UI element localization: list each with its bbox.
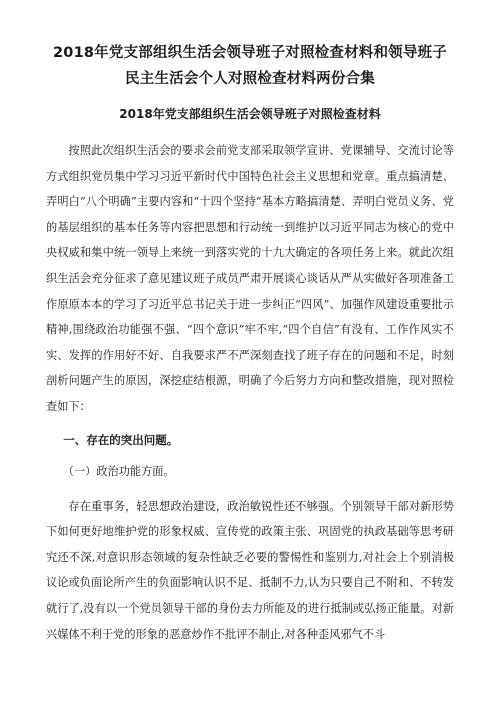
section-heading: 一、存在的突出问题。	[63, 432, 179, 447]
subsection-heading: （一）政治功能方面。	[62, 464, 175, 478]
intro-paragraph: 按照此次组织生活会的要求会前党支部采取领学宣讲、党课辅导、交流讨论等方式组织党员集中学习习近平新时代中国特色社会主义思想和党章。重点搞清楚、弄明白”八个明确”主要内容和“十四个坚持”基本方略搞清楚、弄明白党员义务、党的基层组织的基本任务等内容把思想和行动统一到维护以习近平同志为核心的党中央权威和集中统一领导上来统一到落实党的十九大确定的各项任务上来。就此次组织生活会充分征求了意见建议班子成员严肃开展谈心谈话从严从实做好各项准备工作原原本本的学习了习近平总书记关于进一步纠正“四风”、加强作风建设重要批示精神,围绕政治功能强不强、“四个意识”牢不牢,“四个自信”有没有、工作作风实不实、发挥的作用好不好、自我要求严不严深刻查找了班子存在的问题和不足，时刻剖析问题产生的原因，深挖症结根源，明确了今后努力方向和整改措施，现对照检查如下：	[46, 144, 454, 413]
document-subtitle: 2018年党支部组织生活会领导班子对照检查材料	[119, 107, 381, 121]
document-title: 2018年党支部组织生活会领导班子对照检查材料和领导班子民主生活会个人对照检查材料两份合集	[53, 45, 447, 87]
section-paragraph: 存在重事务，轻思想政治建设，政治敏锐性还不够强。个别领导干部对新形势下如何更好地维护党的形象权威、宣传党的政策主张、巩固党的执政基础等思考研究还不深,对意识形态领域的复杂性缺乏必要的警惕性和鉴别力,对社会上个别消极议论或负面论所产生的负面影响认识不足、抵制不力,认为只要自己不附和、不转发就行了,没有以一个党员领导干部的身份去力所能及的进行抵制或弘扬正能量。对新兴媒体不利于党的形象的恶意炒作不批评不制止,对各种歪风邪气不斗	[46, 499, 454, 641]
